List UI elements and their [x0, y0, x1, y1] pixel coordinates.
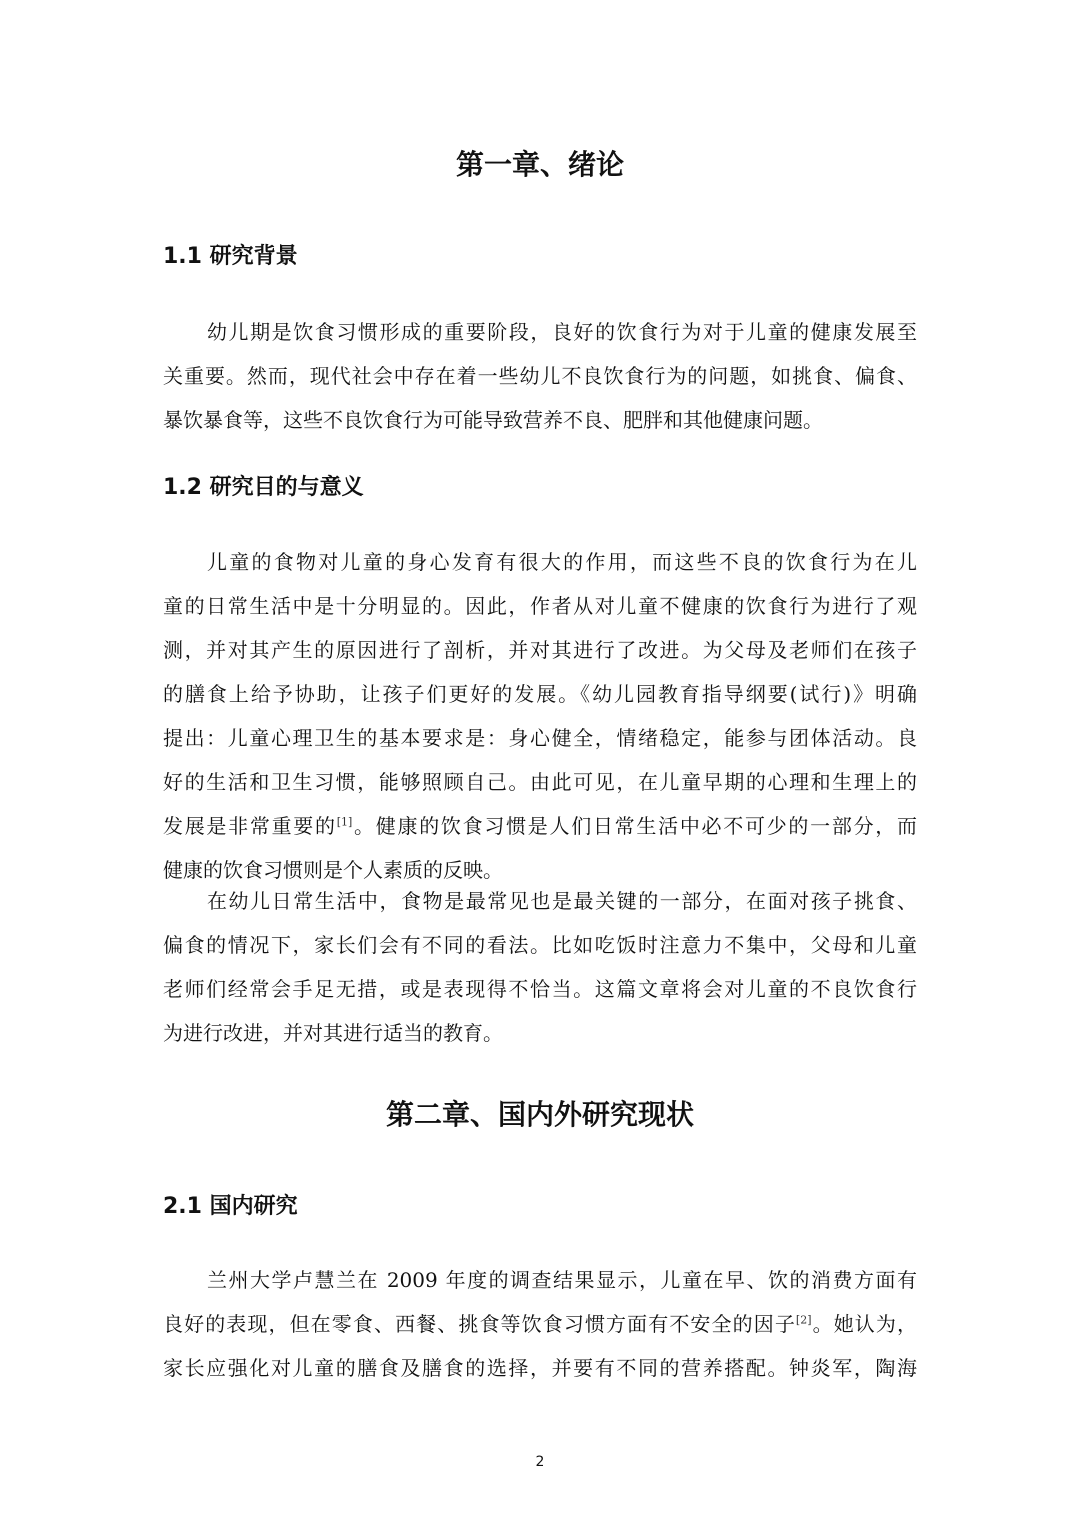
- section-1-2-paragraph-2: [163, 879, 917, 1055]
- paragraph-line: 健康的饮食习惯则是个人素质的反映。: [163, 858, 503, 882]
- section-1-1-heading: 1.1 研究背景: [163, 244, 298, 269]
- citation-ref-1: [1]: [336, 815, 353, 829]
- line-text: 良好的表现，但在零食、西餐、挑食等饮食习惯方面有不安全的因子: [163, 1312, 796, 1336]
- line-text: 发展是非常重要的: [163, 814, 337, 838]
- paragraph-line: 偏食的情况下，家长们会有不同的看法。比如吃饭时注意力不集中，父母和儿童: [163, 933, 917, 957]
- chapter-2-title: 第二章、国内外研究现状: [385, 1098, 694, 1131]
- line-text: 。她认为，: [811, 1312, 917, 1336]
- paragraph-line: 老师们经常会手足无措，或是表现得不恰当。这篇文章将会对儿童的不良饮食行: [163, 977, 917, 1001]
- section-1-2-heading: 1.2 研究目的与意义: [163, 475, 364, 500]
- paragraph-line: 兰州大学卢慧兰在 2009 年度的调查结果显示，儿童在早、饮的消费方面有: [207, 1268, 917, 1292]
- paragraph-line: 提出：儿童心理卫生的基本要求是：身心健全，情绪稳定，能参与团体活动。良: [163, 726, 917, 750]
- line-text: 。健康的饮食习惯是人们日常生活中必不可少的一部分，而: [352, 814, 917, 838]
- section-2-1-heading: 2.1 国内研究: [163, 1194, 298, 1219]
- paragraph-line-with-reference: [163, 804, 917, 848]
- paragraph-line: 测，并对其产生的原因进行了剖析，并对其进行了改进。为父母及老师们在孩子: [163, 638, 917, 662]
- page-number: 2: [535, 1454, 545, 1470]
- paragraph-line: 暴饮暴食等，这些不良饮食行为可能导致营养不良、肥胖和其他健康问题。: [163, 408, 823, 432]
- paragraph-line: 家长应强化对儿童的膳食及膳食的选择，并要有不同的营养搭配。钟炎军，陶海: [163, 1356, 917, 1380]
- section-1-2-paragraph-1: [163, 540, 917, 892]
- paragraph-line: 的膳食上给予协助，让孩子们更好的发展。《幼儿园教育指导纲要(试行)》明确: [163, 682, 917, 706]
- paragraph-line: 好的生活和卫生习惯，能够照顾自己。由此可见，在儿童早期的心理和生理上的: [163, 770, 917, 794]
- paragraph-line: 童的日常生活中是十分明显的。因此，作者从对儿童不健康的饮食行为进行了观: [163, 594, 917, 618]
- citation-ref-2: [2]: [795, 1313, 812, 1327]
- section-2-1-paragraph: [163, 1258, 917, 1390]
- paragraph-line: 关重要。然而，现代社会中存在着一些幼儿不良饮食行为的问题，如挑食、偏食、: [163, 364, 917, 388]
- paragraph-line: 为进行改进，并对其进行适当的教育。: [163, 1021, 503, 1045]
- paragraph-line: 幼儿期是饮食习惯形成的重要阶段，良好的饮食行为对于儿童的健康发展至: [207, 320, 917, 344]
- paragraph-line-with-reference: [163, 1302, 917, 1346]
- paragraph-line: 在幼儿日常生活中，食物是最常见也是最关键的一部分，在面对孩子挑食、: [207, 889, 917, 913]
- section-1-1-paragraph: [163, 310, 917, 442]
- chapter-1-title: 第一章、绪论: [455, 148, 624, 181]
- paragraph-line: 儿童的食物对儿童的身心发育有很大的作用，而这些不良的饮食行为在儿: [207, 550, 917, 574]
